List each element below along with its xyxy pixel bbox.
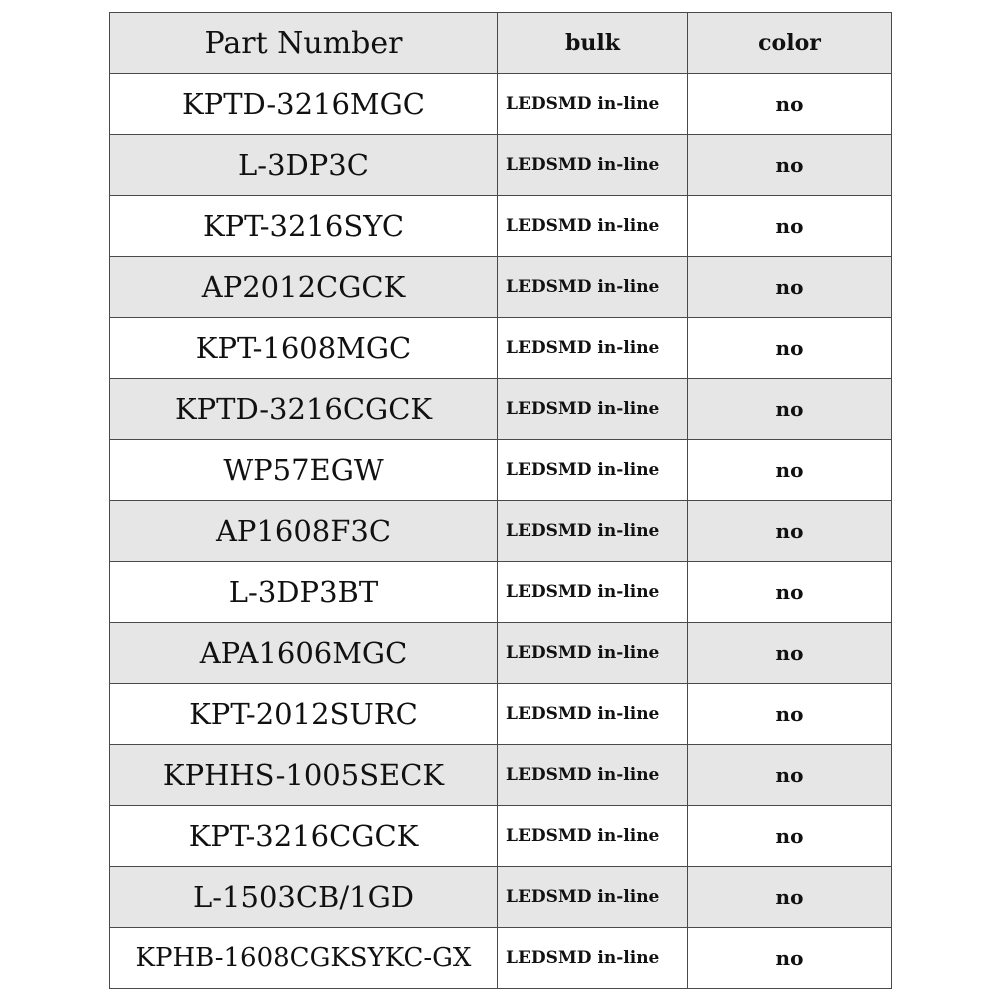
- color-cell: no: [688, 196, 892, 257]
- bulk-cell: LEDSMD in-line: [498, 623, 688, 684]
- table-row: [110, 196, 892, 257]
- table-row: [110, 501, 892, 562]
- bulk-cell: LEDSMD in-line: [498, 257, 688, 318]
- bulk-cell: LEDSMD in-line: [498, 440, 688, 501]
- part-number-cell: L-3DP3C: [110, 135, 498, 196]
- color-cell: no: [688, 745, 892, 806]
- part-number-cell: AP1608F3C: [110, 501, 498, 562]
- bulk-cell: LEDSMD in-line: [498, 196, 688, 257]
- part-number-cell: L-1503CB/1GD: [110, 867, 498, 928]
- part-number-cell: KPHHS-1005SECK: [110, 745, 498, 806]
- bulk-cell: LEDSMD in-line: [498, 318, 688, 379]
- table-header-row: [110, 13, 892, 74]
- color-cell: no: [688, 74, 892, 135]
- bulk-cell: LEDSMD in-line: [498, 806, 688, 867]
- part-number-cell: WP57EGW: [110, 440, 498, 501]
- table-row: [110, 74, 892, 135]
- color-cell: no: [688, 562, 892, 623]
- table-row: [110, 623, 892, 684]
- color-cell: no: [688, 501, 892, 562]
- part-number-cell: KPTD-3216MGC: [110, 74, 498, 135]
- bulk-cell: LEDSMD in-line: [498, 928, 688, 989]
- color-cell: no: [688, 867, 892, 928]
- table-row: [110, 745, 892, 806]
- table-row: [110, 135, 892, 196]
- color-cell: no: [688, 379, 892, 440]
- bulk-cell: LEDSMD in-line: [498, 379, 688, 440]
- table-row: [110, 318, 892, 379]
- color-cell: no: [688, 928, 892, 989]
- color-cell: no: [688, 257, 892, 318]
- color-cell: no: [688, 623, 892, 684]
- color-cell: no: [688, 135, 892, 196]
- bulk-cell: LEDSMD in-line: [498, 867, 688, 928]
- color-cell: no: [688, 440, 892, 501]
- table-row: [110, 257, 892, 318]
- header-color: color: [688, 13, 892, 74]
- bulk-cell: LEDSMD in-line: [498, 562, 688, 623]
- part-number-cell: KPT-2012SURC: [110, 684, 498, 745]
- bulk-cell: LEDSMD in-line: [498, 684, 688, 745]
- header-bulk: bulk: [498, 13, 688, 74]
- table-row: [110, 684, 892, 745]
- color-cell: no: [688, 318, 892, 379]
- bulk-cell: LEDSMD in-line: [498, 745, 688, 806]
- part-number-cell: KPT-1608MGC: [110, 318, 498, 379]
- table-row: [110, 440, 892, 501]
- color-cell: no: [688, 684, 892, 745]
- table-row: [110, 928, 892, 989]
- part-number-cell: AP2012CGCK: [110, 257, 498, 318]
- parts-table: [109, 12, 892, 989]
- part-number-cell: KPTD-3216CGCK: [110, 379, 498, 440]
- table-row: [110, 867, 892, 928]
- table-row: [110, 379, 892, 440]
- table-row: [110, 806, 892, 867]
- bulk-cell: LEDSMD in-line: [498, 501, 688, 562]
- header-part-number: Part Number: [110, 13, 498, 74]
- bulk-cell: LEDSMD in-line: [498, 74, 688, 135]
- part-number-cell: KPT-3216CGCK: [110, 806, 498, 867]
- table-row: [110, 562, 892, 623]
- part-number-cell: L-3DP3BT: [110, 562, 498, 623]
- bulk-cell: LEDSMD in-line: [498, 135, 688, 196]
- color-cell: no: [688, 806, 892, 867]
- part-number-cell: APA1606MGC: [110, 623, 498, 684]
- part-number-cell: KPHB-1608CGKSYKC-GX: [110, 928, 498, 989]
- part-number-cell: KPT-3216SYC: [110, 196, 498, 257]
